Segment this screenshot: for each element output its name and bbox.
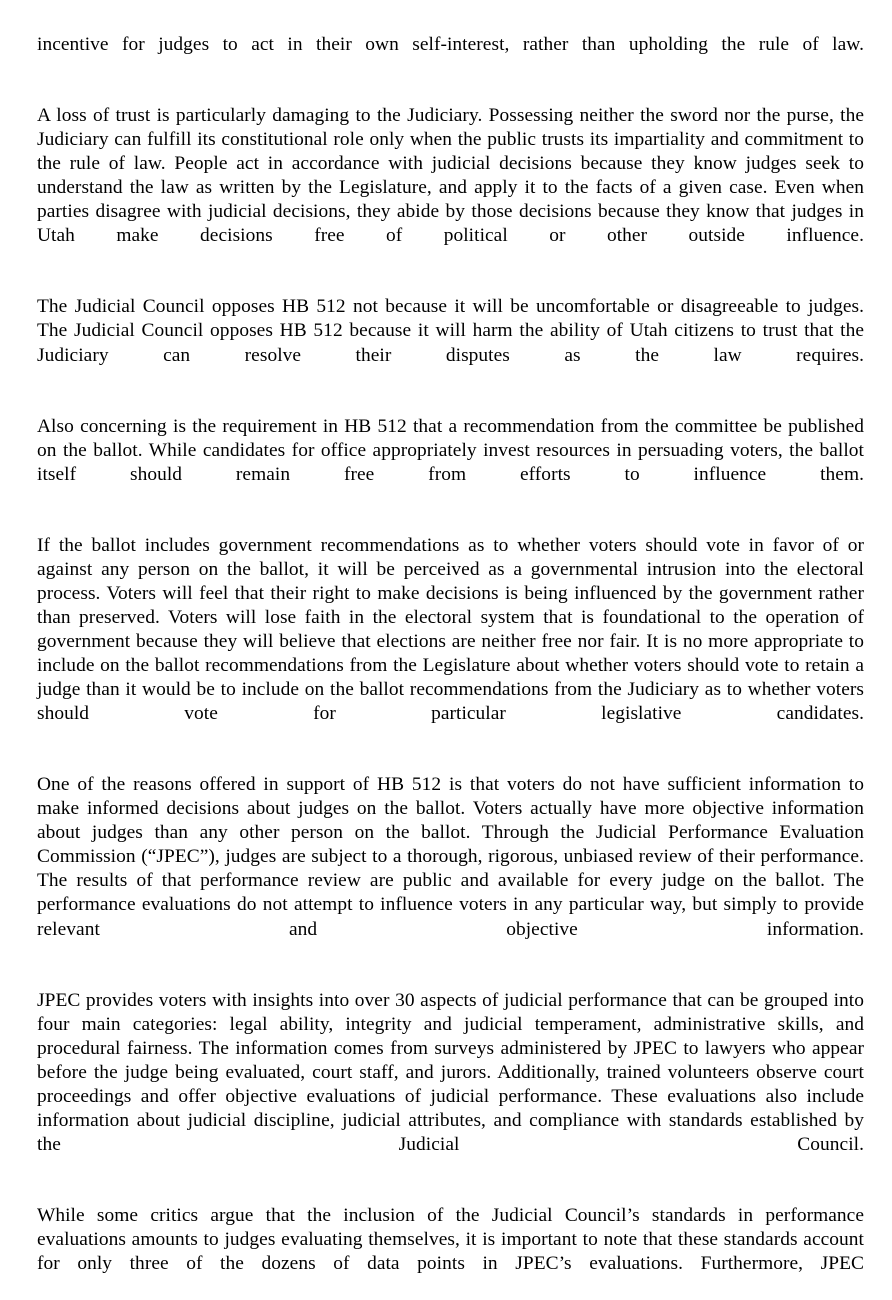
paragraph-4: Also concerning is the requirement in HB 512 that a recommendation from the committee be published on the ballot. While candidates for office appropriately invest resources in persuading voters, the ballot itself should remain free from efforts to influence them. — [37, 415, 864, 485]
paragraph-5: If the ballot includes government recommendations as to whether voters should vote in favor of or against any person on the ballot, it will be perceived as a governmental intrusion into the electoral process. Voters will feel that their right to make decisions is being influenced by the government rather than preserved. Voters will lose faith in the electoral system that is foundational to the operation of government because they will believe that elections are neither free nor fair. It is no more appropriate to include on the ballot recommendations from the Legislature about whether voters should vote to retain a judge than it would be to include on the ballot recommendations from the Judiciary as to whether voters should vote for particular legislative candidates. — [37, 534, 864, 725]
document-body — [37, 33, 864, 1300]
paragraph-8: While some critics argue that the inclusion of the Judicial Council’s standards in performance evaluations amounts to judges evaluating themselves, it is important to note that these standards account for only three of the dozens of data points in JPEC’s evaluations. Furthermore, JPEC — [37, 1204, 864, 1275]
paragraph-2: A loss of trust is particularly damaging to the Judiciary. Possessing neither the sword nor the purse, the Judiciary can fulfill its constitutional role only when the public trusts its impartiality and commitment to the rule of law. People act in accordance with judicial decisions because they know judges seek to understand the law as written by the Legislature, and apply it to the facts of a given case. Even when parties disagree with judicial decisions, they abide by those decisions because they know that judges in Utah make decisions free of political or other outside influence. — [37, 105, 864, 247]
paragraph-1: incentive for judges to act in their own self-interest, rather than upholding the rule of law. — [37, 34, 864, 55]
paragraph-6: One of the reasons offered in support of HB 512 is that voters do not have sufficient information to make informed decisions about judges on the ballot. Voters actually have more objective information about judges than any other person on the ballot. Through the Judicial Performance Evaluation Commission (“JPEC”), judges are subject to a thorough, rigorous, unbiased review of their performance. The results of that performance review are public and available for every judge on the ballot. The performance evaluations do not attempt to influence voters in any particular way, but simply to provide relevant and objective information. — [37, 774, 864, 940]
paragraph-7: JPEC provides voters with insights into over 30 aspects of judicial performance that can be grouped into four main categories: legal ability, integrity and judicial temperament, administrative skills, and procedural fairness. The information comes from surveys administered by JPEC to lawyers who appear before the judge being evaluated, court staff, and jurors. Additionally, trained volunteers observe court proceedings and offer objective evaluations of judicial performance. These evaluations also include information about judicial discipline, judicial attributes, and compliance with standards established by the Judicial Council. — [37, 989, 864, 1155]
paragraph-3: The Judicial Council opposes HB 512 not because it will be uncomfortable or disagreeable to judges. The Judicial Council opposes HB 512 because it will harm the ability of Utah citizens to trust that the Judiciary can resolve their disputes as the law requires. — [37, 296, 864, 366]
